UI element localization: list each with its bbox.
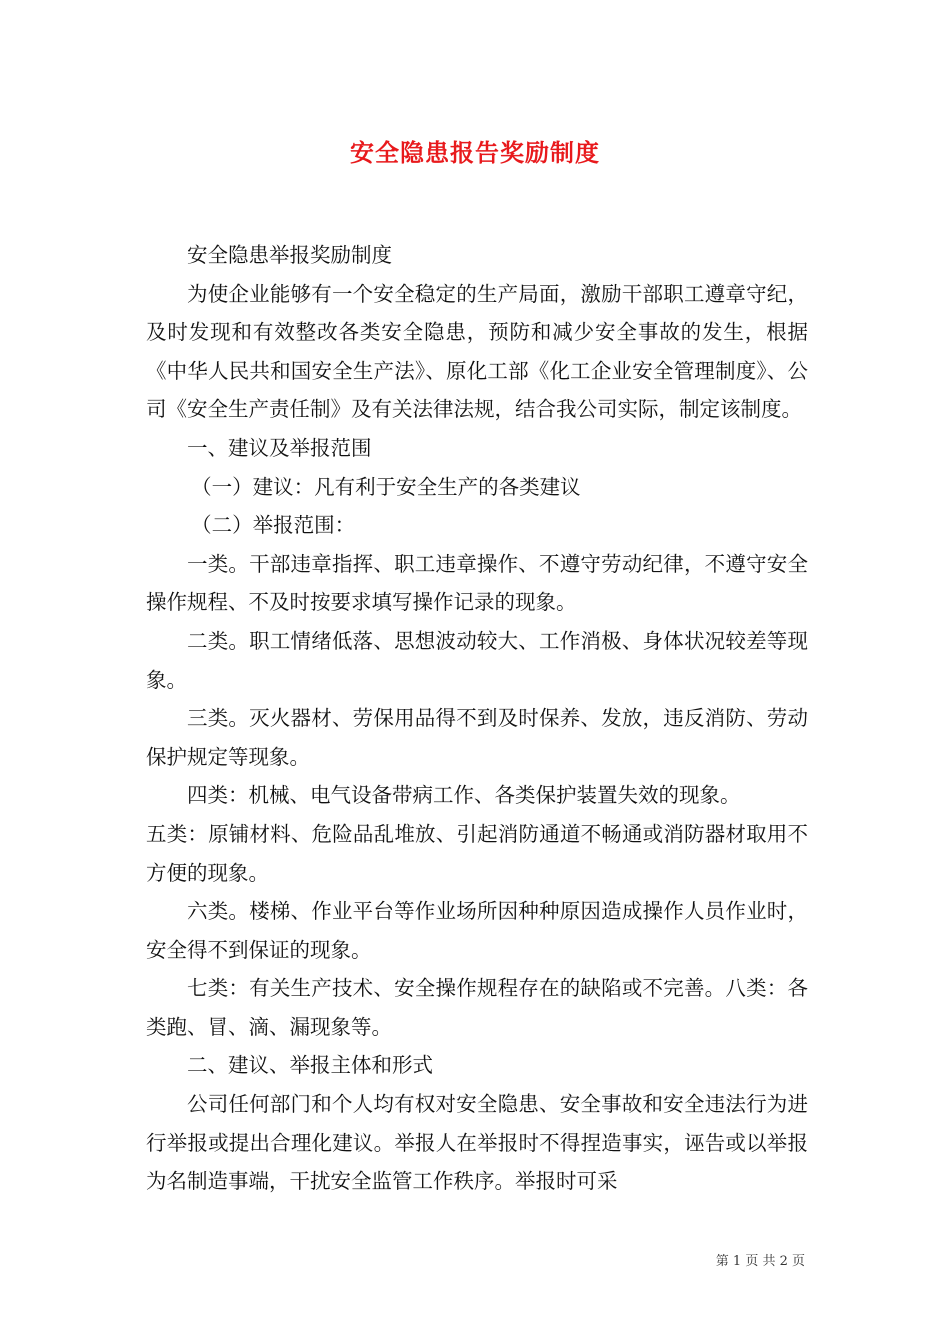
section-heading: 一、建议及举报范围 <box>187 435 372 460</box>
sub-heading: （二）举报范围： <box>191 513 356 538</box>
paragraph: 五类：原铺材料、危险品乱堆放、引起消防通道不畅通或消防器材取用不方便的现象。 <box>146 821 808 885</box>
paragraph: 七类：有关生产技术、安全操作规程存在的缺陷或不完善。八类：各类跑、冒、滴、漏现象等。 <box>146 976 808 1039</box>
paragraph: 为使企业能够有一个安全稳定的生产局面，激励干部职工遵章守纪，及时发现和有效整改各类安全隐患，预防和减少安全事故的发生，根据《中华人民共和国安全生产法》、原化工部《化工企业安全管理制度》、公司《安全生产责任制》及有关法律法规，结合我公司实际，制定该制度。 <box>146 281 808 422</box>
document-body <box>146 236 808 1201</box>
document-title: 安全隐患报告奖励制度 <box>350 139 600 167</box>
page-footer: 第 1 页 共 2 页 <box>715 1254 805 1269</box>
paragraph: 四类：机械、电气设备带病工作、各类保护装置失效的现象。 <box>187 783 741 808</box>
paragraph: 二类。职工情绪低落、思想波动较大、工作消极、身体状况较差等现象。 <box>146 628 808 692</box>
sub-heading: （一）建议：凡有利于安全生产的各类建议 <box>191 474 581 499</box>
paragraph: 六类。楼梯、作业平台等作业场所因种种原因造成操作人员作业时，安全得不到保证的现象。 <box>146 899 808 962</box>
section-heading: 二、建议、举报主体和形式 <box>187 1053 433 1078</box>
paragraph: 三类。灭火器材、劳保用品得不到及时保养、发放，违反消防、劳动保护规定等现象。 <box>146 706 808 769</box>
paragraph: 公司任何部门和个人均有权对安全隐患、安全事故和安全违法行为进行举报或提出合理化建议。举报人在举报时不得捏造事实，诬告或以举报为名制造事端，干扰安全监管工作秩序。举报时可采 <box>146 1092 808 1194</box>
paragraph: 一类。干部违章指挥、职工违章操作、不遵守劳动纪律，不遵守安全操作规程、不及时按要求填写操作记录的现象。 <box>146 551 808 615</box>
paragraph: 安全隐患举报奖励制度 <box>187 243 392 267</box>
